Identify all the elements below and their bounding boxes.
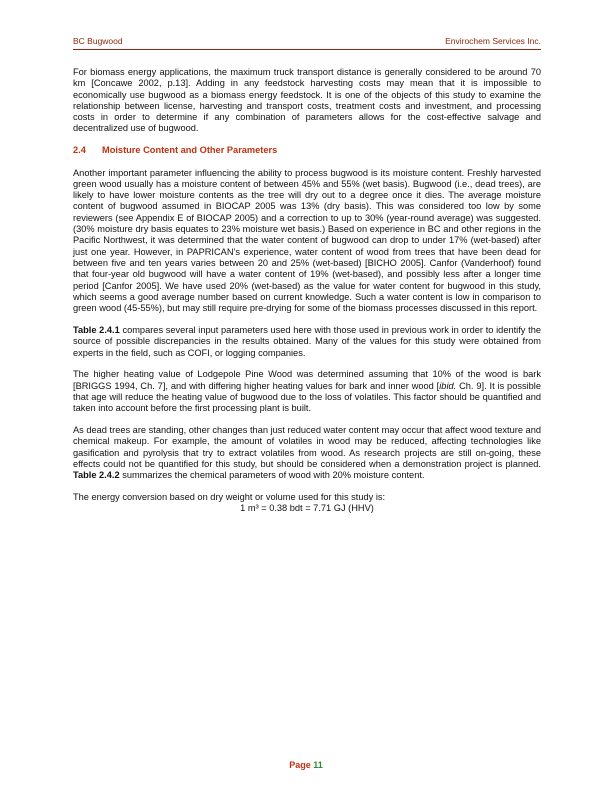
paragraph-heating-value xyxy=(73,369,541,414)
paragraph-moisture-content: Another important parameter influencing the ability to process bugwood is its moisture content. Freshly harvested green wood usually has a moisture content of between 45% and 55% (wet basis). Bugwood (i.e., dead trees), are likely to have lower moisture contents as the tree will dry out to a degree once it dies. The average moisture content of bugwood assumed in BIOCAP 2005 was 13% (dry basis). This was considered too low by some reviewers (see Appendix E of BIOCAP 2005) and a correction to up to 30% (year-round average) was suggested. (30% moisture dry basis equates to 23% moisture wet basis.) Based on experience in BC and other regions in the Pacific Northwest, it was determined that the water content of bugwood can drop to under 17% (wet-based) after just one year. However, in PAPRICAN’s experience, water content of wood from trees that have been dead for between five and ten years varies between 20 and 25% (wet-based) [BICHO 2005]. Canfor (Vanderhoof) found that four-year old bugwood will have a water content of 19% (wet-based), and possibly less after a longer time period [Canfor 2005]. We have used 20% (wet-based) as the value for water content for bugwood in this study, which seems a good average number based on current knowledge. Such a water content is low in comparison to green wood (45-55%), but may still require pre-drying for some of the biomass processes discussed in this report. xyxy=(73,167,541,314)
table-reference-2-4-1: Table 2.4.1 xyxy=(73,324,120,335)
paragraph-energy-conversion: The energy conversion based on dry weight or volume used for this study is: xyxy=(73,492,386,502)
page-label: Page xyxy=(289,760,311,770)
paragraph-dead-trees xyxy=(73,425,541,481)
page-body xyxy=(73,67,541,515)
paragraph-text: compares several input parameters used here with those used in previous work in order to identify the source of possible discrepancies in the results obtained. Many of the values for this study were obtained from experts in the field, such as COFI, or logging companies. xyxy=(73,324,541,358)
page-footer xyxy=(0,760,612,770)
header-document-title: BC Bugwood xyxy=(73,36,123,46)
paragraph-transport-distance: For biomass energy applications, the maximum truck transport distance is generally considered to be around 70 km [Concawe 2002, p.13]. Adding in any feedstock harvesting costs may mean that it is impossible to economically use bugwood as a biomass energy feedstock. It is one of the objects of this study to examine the relationship between license, harvesting and transport costs, treatment costs and investment, and processing costs in order to determine if any combination of parameters allows for the cost-effective salvage and decentralized use of bugwood. xyxy=(73,67,541,134)
page-number: 11 xyxy=(313,760,323,770)
energy-conversion-equation: 1 m³ = 0.38 bdt = 7.71 GJ (HHV) xyxy=(240,503,374,514)
page-header xyxy=(73,35,541,50)
table-reference-2-4-2: Table 2.4.2 xyxy=(73,470,120,481)
paragraph-text: The higher heating value of Lodgepole Pine Wood was determined assuming that 10% of the wood is bark [BRIGGS 1994, Ch. 7], and with differing higher heating values for bark and inner wood [ xyxy=(73,369,541,391)
paragraph-text: summarizes the chemical parameters of wood with 20% moisture content. xyxy=(119,470,425,481)
paragraph-text: As dead trees are standing, other changes than just reduced water content may occur that affect wood texture and chemical makeup. For example, the amount of volatiles in wood may be reduced, affecting technologies like gasification and pyrolysis that try to extract volatiles from wood. As research projects are still on-going, these effects could not be quantified for this study, but should be considered when a demonstration project is planned. xyxy=(73,425,541,469)
ibid-reference: ibid. xyxy=(439,380,457,391)
section-title: Moisture Content and Other Parameters xyxy=(102,145,278,156)
paragraph-text: Ch. 9]. It is possible that age will reduce the heating value of bugwood due to the loss of volatiles. This factor should be quantified and taken into account before the first processing plant is built. xyxy=(73,380,541,414)
section-number: 2.4 xyxy=(73,145,86,156)
section-heading xyxy=(73,145,541,156)
paragraph-table-2-4-1 xyxy=(73,325,541,359)
header-company-name: Envirochem Services Inc. xyxy=(445,36,541,46)
